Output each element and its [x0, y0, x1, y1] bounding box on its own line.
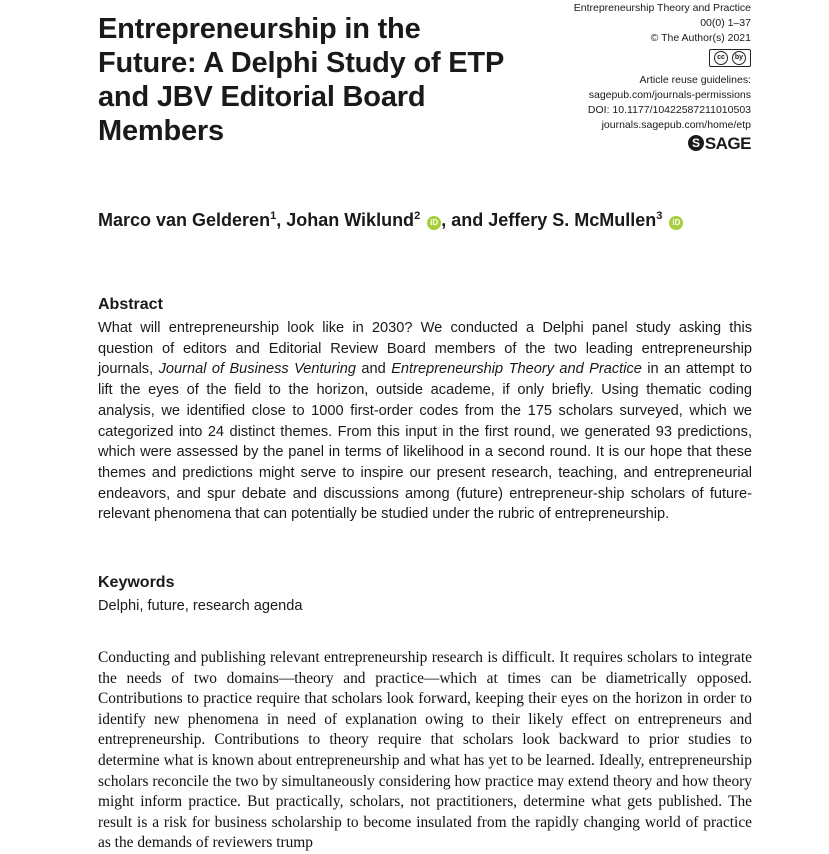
copyright: © The Author(s) 2021	[650, 32, 751, 44]
author-list	[98, 207, 798, 233]
journal-title: Entrepreneurship Theory and Practice	[391, 361, 642, 378]
orcid-icon[interactable]: iD	[669, 216, 683, 230]
author-separator: ,	[276, 210, 287, 230]
reuse-label: Article reuse guidelines:	[639, 74, 751, 86]
author-name: Johan Wiklund	[286, 210, 415, 230]
affiliation-marker: 2	[414, 210, 421, 222]
cc-by-license-icon[interactable]	[709, 49, 751, 67]
keywords-heading: Keywords	[98, 574, 175, 591]
affiliation-marker: 3	[656, 210, 663, 222]
body-paragraph: Conducting and publishing relevant entrepreneurship research is difficult. It requires scholars to integrate the needs of two domains—theory and practice—which at times can be diametrically opposed. Contributions to practice require that scholars look forward, keeping their eyes on the horizon in order to identify new phenomena in need of explanation owing to their likely effect on entrepreneurs and entrepreneurship. Contributions to theory require that scholars look backward to prior studies to determine what is known about entrepreneurship and what has yet to be learned. Ideally, entrepreneurship scholars reconcile the two by simultaneously considering how practice may extend theory and how theory might inform practice. But practically, scholars, not practitioners, determine what gets published. The result is a risk for business scholarship to become insulated from the rapidly changing world of practice as the demands of reviewers trump	[98, 649, 752, 852]
cc-icon: cc	[714, 51, 728, 65]
sage-mark-icon: S	[688, 135, 704, 151]
abstract-text-segment: in an attempt to lift the eyes of the field to the horizon, outside academe, if only briefly. Using thematic coding analysis, we identified close to 1000 first-order codes from the 175 scholars surveyed, which we categorized into 24 distinct themes. From this input in the first round, we generated 93 predictions, which were assessed by the panel in terms of likelihood in a second round. It is our hope that these themes and predictions might serve to inspire our present research, teaching, and entrepreneurial endeavors, and spur debate and discussions among (future) entrepreneur-ship scholars of future-relevant phenomena that can potentially be studied under the rubric of entrepreneurship.	[98, 361, 752, 523]
abstract-text-segment: What will entrepreneurship look like in 2030? We conducted a Delphi panel study asking this question of editors and Editorial Review Board members of the two leading entrepreneurship journals,	[98, 320, 752, 378]
author-separator: , and	[441, 210, 489, 230]
by-icon: by	[732, 51, 746, 65]
reuse-link[interactable]: sagepub.com/journals-permissions	[588, 89, 751, 101]
affiliation-marker: 1	[270, 210, 277, 222]
abstract-body	[98, 318, 752, 525]
author-name: Marco van Gelderen	[98, 210, 271, 230]
doi[interactable]: DOI: 10.1177/10422587211010503	[587, 104, 751, 116]
author-name: Jeffery S. McMullen	[488, 210, 657, 230]
volume-pages: 00(0) 1–37	[700, 17, 751, 29]
abstract-text-segment: and	[356, 361, 392, 378]
sage-logo	[688, 135, 751, 151]
journal-title: Journal of Business Venturing	[158, 361, 357, 378]
sage-wordmark: SAGE	[704, 133, 751, 153]
journal-link[interactable]: journals.sagepub.com/home/etp	[601, 119, 751, 131]
article-title: Entrepreneurship in the Future: A Delphi Study of ETP and JBV Editorial Board Members	[98, 13, 504, 147]
journal-meta	[521, 1, 751, 152]
abstract-heading: Abstract	[98, 296, 163, 313]
journal-name: Entrepreneurship Theory and Practice	[573, 2, 751, 14]
keywords-list: Delphi, future, research agenda	[98, 598, 303, 614]
orcid-icon[interactable]: iD	[427, 216, 441, 230]
